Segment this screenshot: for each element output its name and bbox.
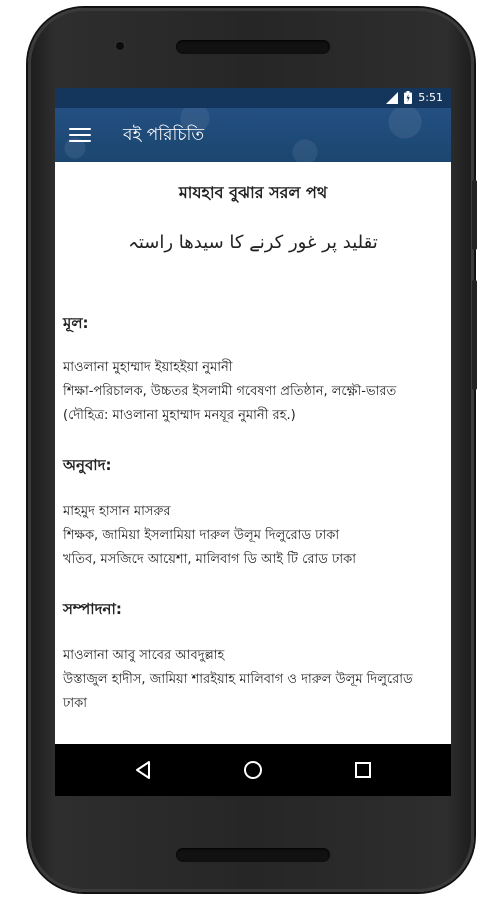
section-heading-translation: অনুবাদ: — [63, 456, 112, 474]
status-time: 5:51 — [418, 91, 443, 104]
back-triangle-icon[interactable] — [131, 758, 155, 782]
book-intro-content — [55, 162, 451, 744]
front-camera — [116, 42, 124, 50]
editor-name: মাওলানা আবু সাবের আবদুল্লাহ — [63, 648, 225, 663]
page-title: বই পরিচিতি — [123, 125, 205, 145]
status-bar — [55, 88, 451, 108]
translator-position: শিক্ষক, জামিয়া ইসলামিয়া দারুল উলূম দিলুরোড ঢাকা — [63, 528, 340, 543]
original-author-relation: (দৌহিত্র: মাওলানা মুহাম্মাদ মনযূর নুমানী রহ.) — [63, 408, 296, 423]
volume-button — [472, 280, 477, 390]
urdu-book-title: تقلید پر غور کرنے کا سیدھا راستہ — [128, 232, 378, 253]
translator-name: মাহমুদ হাসান মাসরুর — [63, 504, 171, 519]
battery-icon — [404, 91, 412, 104]
section-heading-editing: সম্পাদনা: — [63, 600, 122, 618]
editor-position-cont: ঢাকা — [63, 696, 87, 711]
translator-khatib: খতিব, মসজিদে আয়েশা, মালিবাগ ডি আই টি রোড ঢাকা — [63, 552, 356, 567]
home-circle-icon[interactable] — [241, 758, 265, 782]
bottom-speaker — [176, 848, 330, 862]
recents-square-icon[interactable] — [351, 758, 375, 782]
book-title: মাযহাব বুঝার সরল পথ — [178, 183, 328, 202]
app-bar — [55, 108, 451, 162]
section-heading-original: মূল: — [63, 314, 89, 332]
original-author-name: মাওলানা মুহাম্মাদ ইয়াহইয়া নুমানী — [63, 360, 233, 375]
power-button — [472, 180, 477, 250]
editor-position: উস্তাজুল হাদীস, জামিয়া শারইয়াহ মালিবাগ ও দারুল উলূম দিলুরোড — [63, 672, 413, 687]
phone-screen — [55, 88, 451, 796]
signal-icon — [386, 92, 398, 104]
navigation-bar — [55, 744, 451, 796]
top-speaker — [176, 40, 330, 54]
hamburger-menu-icon[interactable] — [69, 124, 91, 146]
original-author-position: শিক্ষা-পরিচালক, উচ্চতর ইসলামী গবেষণা প্রতিষ্ঠান, লক্ষ্ণৌ-ভারত — [63, 384, 397, 399]
